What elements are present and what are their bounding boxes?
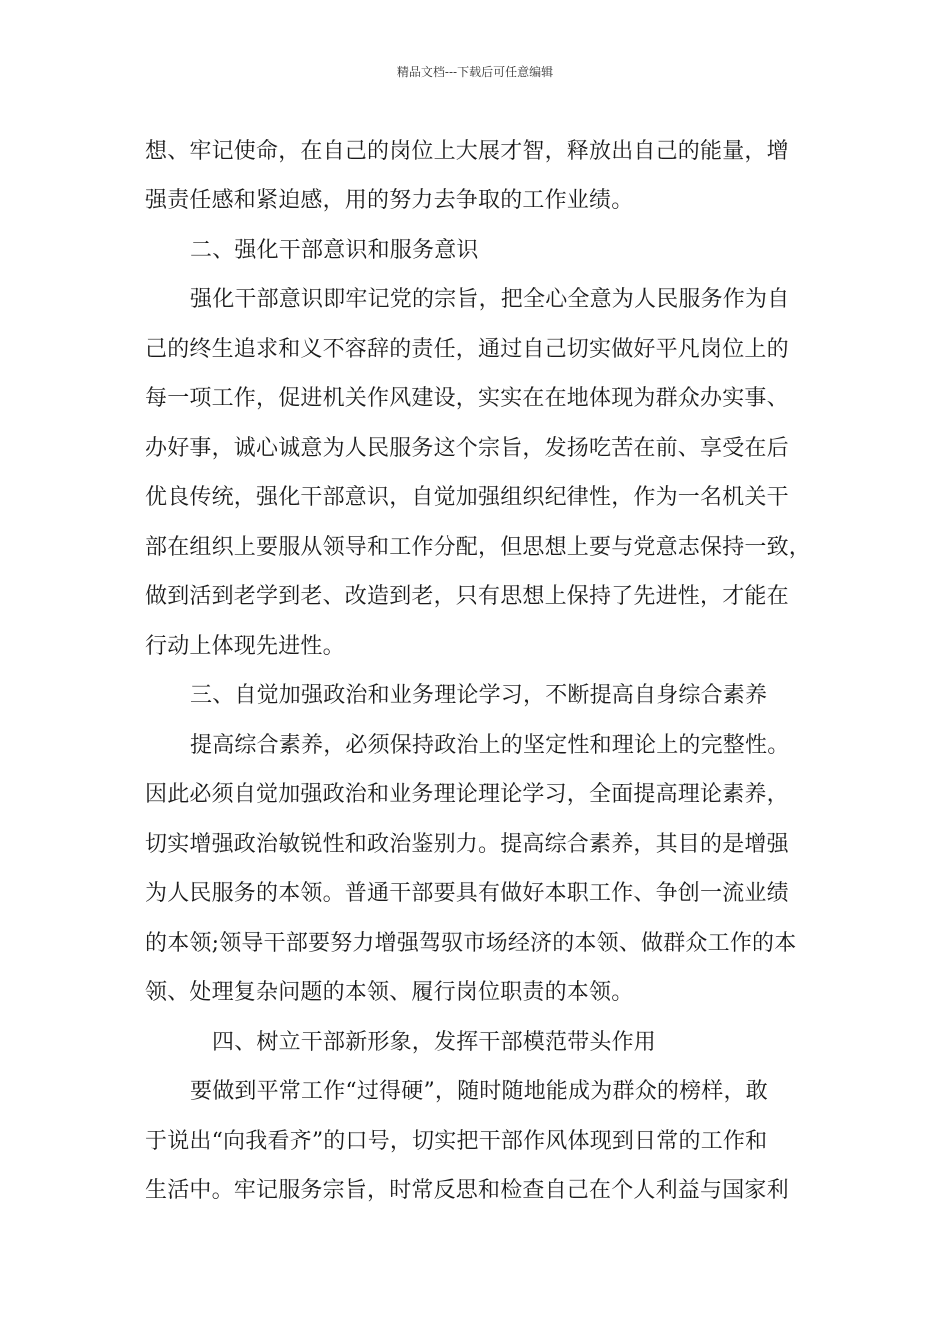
- text-line: 提高综合素养，必须保持政治上的坚定性和理论上的完整性。: [190, 733, 790, 758]
- text-line: 强化干部意识即牢记党的宗旨，把全心全意为人民服务作为自: [190, 287, 790, 312]
- text-line: 要做到平常工作“过得硬”，随时随地能成为群众的榜样，敢: [190, 1079, 768, 1104]
- text-line: 优良传统，强化干部意识，自觉加强组织纪律性，作为一名机关干: [145, 485, 789, 510]
- section-heading: 三、自觉加强政治和业务理论学习，不断提高自身综合素养: [190, 683, 768, 708]
- section-heading: 四、树立干部新形象，发挥干部模范带头作用: [212, 1030, 657, 1055]
- text-line: 部在组织上要服从领导和工作分配，但思想上要与党意志保持一致，: [145, 535, 812, 560]
- text-line: 切实增强政治敏锐性和政治鉴别力。提高综合素养，其目的是增强: [145, 832, 789, 857]
- page-header: 精品文档---下载后可任意编辑: [396, 65, 554, 79]
- text-line: 做到活到老学到老、改造到老，只有思想上保持了先进性，才能在: [145, 584, 789, 609]
- text-line: 因此必须自觉加强政治和业务理论理论学习，全面提高理论素养，: [145, 782, 789, 807]
- section-heading: 二、强化干部意识和服务意识: [190, 238, 479, 263]
- text-line: 生活中。牢记服务宗旨，时常反思和检查自己在个人利益与国家利: [145, 1178, 789, 1203]
- text-line: 强责任感和紧迫感，用的努力去争取的工作业绩。: [145, 188, 634, 213]
- text-line: 的本领;领导干部要努力增强驾驭市场经济的本领、做群众工作的本: [145, 931, 797, 956]
- text-line: 为人民服务的本领。普通干部要具有做好本职工作、争创一流业绩: [145, 881, 789, 906]
- text-line: 行动上体现先进性。: [145, 634, 345, 659]
- text-line: 己的终生追求和义不容辞的责任，通过自己切实做好平凡岗位上的: [145, 337, 789, 362]
- text-line: 想、牢记使命，在自己的岗位上大展才智，释放出自己的能量，增: [145, 139, 789, 164]
- text-line: 每一项工作，促进机关作风建设，实实在在地体现为群众办实事、: [145, 386, 789, 411]
- text-line: 于说出“向我看齐”的口号，切实把干部作风体现到日常的工作和: [145, 1129, 768, 1154]
- text-line: 领、处理复杂问题的本领、履行岗位职责的本领。: [145, 980, 634, 1005]
- text-line: 办好事，诚心诚意为人民服务这个宗旨，发扬吃苦在前、享受在后: [145, 436, 789, 461]
